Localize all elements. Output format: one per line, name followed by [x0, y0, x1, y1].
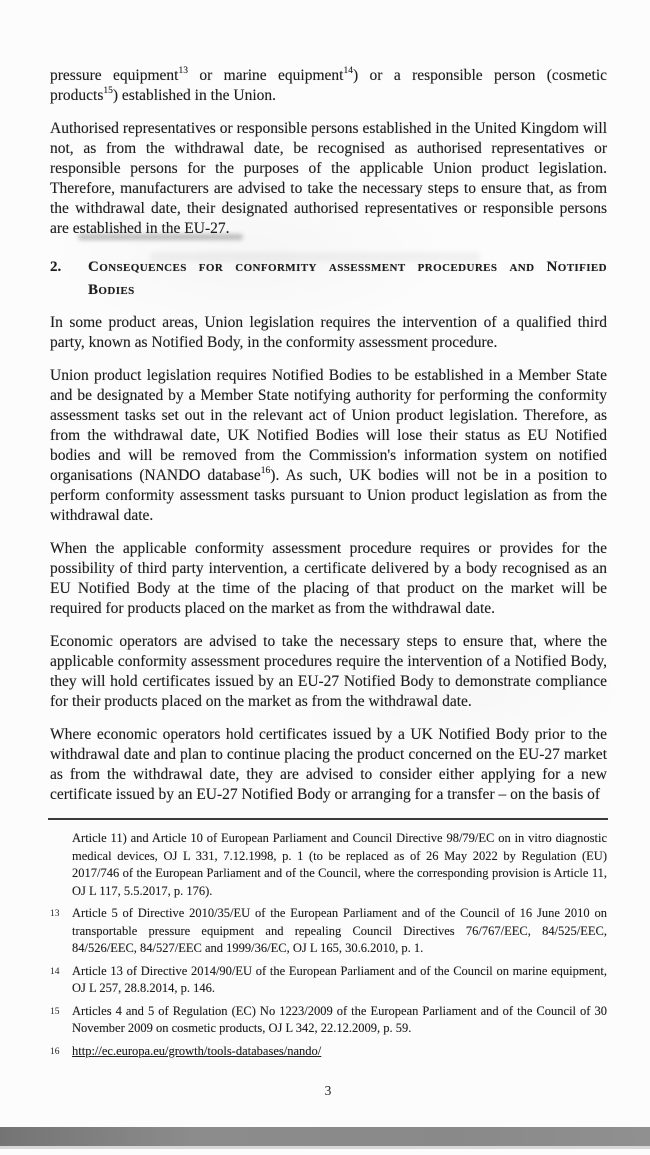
text-run: Authorised representatives or responsible persons established in the United Kingdom will not, as from the withdrawal date, be recognised as authorised representatives or responsible persons for the purposes of the applicable Union product legislation. Therefore, manufacturers are advised to take the necessary steps to ensure that, as from the withdrawal date, their designated authorised representatives or responsible persons are established in the EU-27. — [50, 120, 607, 237]
body-paragraph — [50, 366, 607, 526]
body-paragraph — [50, 632, 607, 712]
bottom-scan-bar-shadow — [0, 1146, 650, 1149]
text-run: ) established in the Union. — [112, 87, 277, 104]
footnote-marker: 13 — [50, 909, 60, 919]
footnote-text: Article 13 of Directive 2014/90/EU of the European Parliament and of the Council on marine equipment, OJ L 257, 28.8.2014, p. 146. — [72, 963, 607, 995]
body-paragraph — [50, 539, 607, 619]
scan-artifact — [150, 252, 480, 262]
text-run: ). As such, UK bodies will not be in a position to perform conformity assessment tasks pursuant to Union product legislation as from the withdrawal date. — [50, 467, 607, 524]
page-number: 3 — [324, 1083, 333, 1098]
scan-artifact — [78, 234, 243, 240]
footnotes — [50, 830, 607, 1061]
footnote-marker: 14 — [50, 966, 60, 977]
text-run: ) or a responsible person (cosmetic products — [50, 67, 608, 104]
footnote-text: Article 5 of Directive 2010/35/EU of the European Parliament and of the Council of 16 June 2010 on transportable pressure equipment and repealing Council Directives 76/767/EEC, 84/525/EEC, 84/526/EEC, 84/527/EEC and 1999/36/EC, OJ L 165, 30.6.2010, p. 1. — [72, 906, 607, 955]
footnote — [50, 1003, 607, 1038]
footnote-ref: 16 — [260, 466, 271, 477]
footnote — [50, 963, 607, 998]
footnote-marker: 15 — [50, 1006, 60, 1017]
bottom-scan-bar — [0, 1127, 650, 1146]
footnote-ref: 14 — [343, 66, 353, 77]
section-number: 2. — [50, 259, 62, 275]
section-title: Consequences for conformity assessment procedures and Notified Bodies — [88, 259, 607, 298]
footnote — [50, 1043, 607, 1062]
body-paragraphs-top — [50, 66, 607, 239]
text-run: In some product areas, Union legislation requires the intervention of a qualified third party, known as Notified Body, in the conformity assessment procedure. — [50, 314, 607, 351]
page-content — [50, 66, 607, 1099]
section-heading — [50, 256, 607, 302]
text-run: Union product legislation requires Notified Bodies to be established in a Member State and be designated by a Member State notifying authority for performing the conformity assessment tasks set out in the relevant act of Union product legislation. Therefore, as from the withdrawal date, UK Notified Bodies will lose their status as EU Notified bodies and will be removed from the Commission's information system on notified organisations (NANDO database — [50, 367, 607, 484]
footnote-text: Articles 4 and 5 of Regulation (EC) No 1223/2009 of the European Parliament and of the Council of 30 November 2009 on cosmetic products, OJ L 342, 22.12.2009, p. 59. — [72, 1003, 607, 1035]
text-run: or marine equipment — [187, 67, 344, 84]
footnote-link[interactable]: http://ec.europa.eu/growth/tools-databases/nando/ — [72, 1043, 322, 1058]
text-run: pressure equipment — [50, 67, 179, 84]
body-paragraph — [50, 119, 607, 239]
body-paragraphs-bottom — [50, 313, 607, 805]
footnote-text: Article 11) and Article 10 of European Parliament and Council Directive 98/79/EC on in vitro diagnostic medical devices, OJ L 331, 7.12.1998, p. 1 (to be replaced as of 26 May 2022 by Regulation (EU) 2017/746 of the European Parliament and of the Council, where the corresponding provision is Article 11, OJ L 117, 5.5.2017, p. 176). — [72, 831, 607, 898]
body-paragraph — [50, 725, 607, 805]
footnote-ref: 15 — [103, 86, 113, 97]
body-paragraph — [50, 66, 607, 106]
text-run: When the applicable conformity assessment procedure requires or provides for the possibility of third party intervention, a certificate delivered by a body recognised as an EU Notified Body at the time of the placing of that product on the market will be required for products placed on the market as from the withdrawal date. — [50, 540, 607, 617]
footnote-ref: 13 — [178, 66, 188, 77]
body-paragraph — [50, 313, 607, 353]
footnote — [50, 905, 607, 958]
footnote-marker: 16 — [50, 1046, 60, 1057]
text-run: Economic operators are advised to take the necessary steps to ensure that, where the applicable conformity assessment procedures require the intervention of a Notified Body, they will hold certificates issued by an EU-27 Notified Body to demonstrate compliance for their products placed on the market as from the withdrawal date. — [50, 633, 607, 710]
footnote-marker — [50, 830, 72, 900]
footnote-separator — [48, 818, 608, 820]
footnote — [50, 830, 607, 900]
text-run: Where economic operators hold certificates issued by a UK Notified Body prior to the withdrawal date and plan to continue placing the product concerned on the EU-27 market as from the withdrawal date, they are advised to consider either applying for a new certificate issued by an EU-27 Notified Body or arranging for a transfer – on the basis of — [50, 726, 607, 803]
